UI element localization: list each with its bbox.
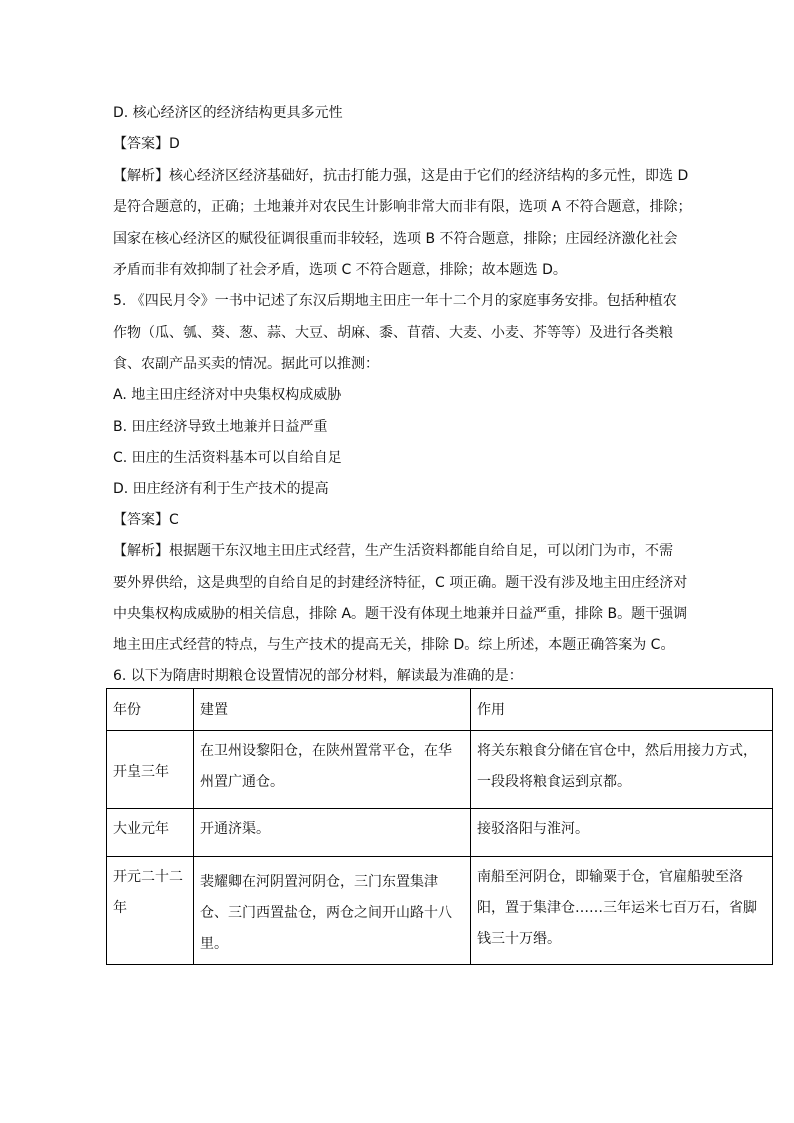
- table-cell: 将关东粮食分储在官仓中，然后用接力方式，一段段将粮食运到京都。: [471, 731, 773, 809]
- table-row: [107, 809, 773, 857]
- table-cell-year: 开元二十二年: [107, 857, 194, 965]
- table-cell: 裴耀卿在河阴置河阴仓，三门东置集津仓、三门西置盐仓，两仓之间开山路十八里。: [194, 857, 471, 965]
- analysis-line: 中央集权构成威胁的相关信息，排除 A。题干没有体现土地兼并日益严重，排除 B。题干强调: [113, 606, 688, 622]
- question-6: 6. 以下为隋唐时期粮仓设置情况的部分材料，解读最为准确的是：: [113, 668, 523, 684]
- analysis-line: 【解析】核心经济区经济基础好，抗击打能力强，这是由于它们的经济结构的多元性，即选 D: [113, 168, 689, 184]
- table-cell: 接驳洛阳与淮河。: [471, 809, 773, 857]
- analysis-line: 【解析】根据题干东汉地主田庄式经营，生产生活资料都能自给自足，可以闭门为市，不需: [113, 543, 673, 559]
- table-header: 作用: [471, 689, 773, 731]
- option-c: C. 田庄的生活资料基本可以自给自足: [113, 450, 342, 466]
- option-a: A. 地主田庄经济对中央集权构成威胁: [113, 387, 342, 403]
- table-cell-year: 大业元年: [107, 809, 194, 857]
- table-header-row: [107, 689, 773, 731]
- answer-label: 【答案】D: [113, 136, 180, 152]
- question-5: 5. 《四民月令》一书中记述了东汉后期地主田庄一年十二个月的家庭事务安排。包括种植农: [113, 293, 677, 309]
- table-cell: 南船至河阴仓，即输粟于仓，官雇船驶至洛阳，置于集津仓……三年运米七百万石，省脚钱三十万缗。: [471, 857, 773, 965]
- answer-label: 【答案】C: [113, 512, 179, 528]
- table-header: 建置: [194, 689, 471, 731]
- question-5: 作物（瓜、瓠、葵、葱、蒜、大豆、胡麻、黍、苜蓿、大麦、小麦、芥等等）及进行各类粮: [113, 325, 673, 341]
- table-cell-year: 开皇三年: [107, 731, 194, 809]
- table-cell: 开通济渠。: [194, 809, 471, 857]
- option-b: B. 田庄经济导致土地兼并日益严重: [113, 419, 328, 435]
- table-cell: 在卫州设黎阳仓，在陕州置常平仓，在华州置广通仓。: [194, 731, 471, 809]
- analysis-line: 是符合题意的，正确；土地兼并对农民生计影响非常大而非有限，选项 A 不符合题意，排除；: [113, 199, 692, 215]
- table-header: 年份: [107, 689, 194, 731]
- analysis-line: 要外界供给，这是典型的自给自足的封建经济特征，C 项正确。题干没有涉及地主田庄经济对: [113, 575, 688, 591]
- option-d-prev: D. 核心经济区的经济结构更具多元性: [113, 105, 343, 121]
- table-row: [107, 857, 773, 965]
- analysis-line: 地主田庄式经营的特点，与生产技术的提高无关，排除 D。综上所述，本题正确答案为 C。: [113, 637, 675, 653]
- granary-table: [106, 688, 773, 965]
- table-row: [107, 731, 773, 809]
- analysis-line: 国家在核心经济区的赋役征调很重而非较轻，选项 B 不符合题意，排除；庄园经济激化社会: [113, 231, 678, 247]
- option-d: D. 田庄经济有利于生产技术的提高: [113, 481, 329, 497]
- analysis-line: 矛盾而非有效抑制了社会矛盾，选项 C 不符合题意，排除；故本题选 D。: [113, 262, 567, 278]
- question-5: 食、农副产品买卖的情况。据此可以推测：: [113, 356, 379, 372]
